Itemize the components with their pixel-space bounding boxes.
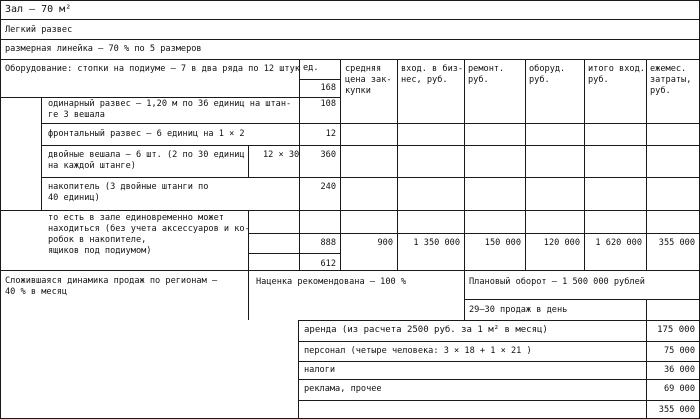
value-total-entry: 1 620 000: [595, 238, 642, 248]
units-header: ед.: [303, 63, 319, 73]
row-front-hang-units: 12: [325, 129, 336, 139]
equipment-label: Оборудование: стопки на подиуме — 7 в два ряда по 12 штук: [5, 64, 300, 74]
row-single-hang: одинарный развес — 1,20 м по 36 единиц на штан- ге 3 вешала: [48, 99, 292, 120]
hall-title: Зал — 70 м²: [5, 4, 72, 15]
row-total-hall-units: 888: [320, 238, 336, 248]
col-header-repair: ремонт. руб.: [468, 64, 505, 85]
row-double-rack: двойные вешала — 6 шт. (2 по 30 единиц на каждой штанге): [48, 150, 245, 171]
style-subtitle: Легкий развес: [5, 25, 73, 35]
row-double-rack-units: 360: [320, 150, 336, 160]
units-podium-value: 168: [320, 83, 336, 93]
sales-per-day: 29–30 продаж в день: [469, 305, 568, 315]
cost-ads-label: реклама, прочее: [304, 384, 382, 394]
row-front-hang: фронтальный развес — 6 единиц на 1 × 2: [48, 129, 245, 139]
col-header-equipment: оборуд. руб.: [529, 64, 566, 85]
cost-taxes-value: 36 000: [663, 365, 695, 375]
markup-note: Наценка рекомендована — 100 %: [256, 277, 407, 287]
row-storage: накопитель (3 двойные штанги по 40 единиц): [48, 182, 209, 203]
row-storage-units: 240: [320, 182, 336, 192]
col-header-entry: вход. в биз- нес, руб.: [401, 64, 464, 85]
value-repair: 150 000: [484, 238, 521, 248]
cost-total-value: 355 000: [658, 405, 695, 415]
size-ruler-note: размерная линейка — 70 % по 5 размеров: [5, 44, 202, 54]
value-equipment: 120 000: [543, 238, 580, 248]
value-entry: 1 350 000: [413, 238, 460, 248]
cost-staff-value: 75 000: [663, 346, 695, 356]
value-monthly: 355 000: [658, 238, 695, 248]
col-header-monthly: ежемес. затраты, руб.: [650, 64, 692, 96]
row-total-hall: то есть в зале единовременно может находиться (без учета аксессуаров и ко- робок в накопителе, ящиков под подиумом): [48, 213, 250, 256]
row-single-hang-units: 108: [320, 99, 336, 109]
cost-rent-value: 175 000: [657, 325, 695, 335]
row-total-hall-units2: 612: [320, 259, 336, 269]
cost-taxes-label: налоги: [304, 365, 336, 375]
cost-ads-value: 69 000: [663, 384, 695, 394]
sales-dynamics: Сложившаяся динамика продаж по регионам — 40 % в месяц: [5, 276, 218, 297]
col-header-avg-price: средняя цена зак- купки: [345, 64, 392, 96]
value-avg-price: 900: [377, 238, 393, 248]
planned-turnover: Плановый оборот — 1 500 000 рублей: [469, 277, 645, 287]
col-header-total-entry: итого вход. руб.: [588, 64, 645, 85]
row-double-rack-extra: 12 × 30: [263, 150, 300, 160]
cost-rent-label: аренда (из расчета 2500 руб. за 1 м² в месяц): [304, 325, 548, 335]
cost-staff-label: персонал (четыре человека: 3 × 18 + 1 × 21 ): [304, 346, 532, 356]
